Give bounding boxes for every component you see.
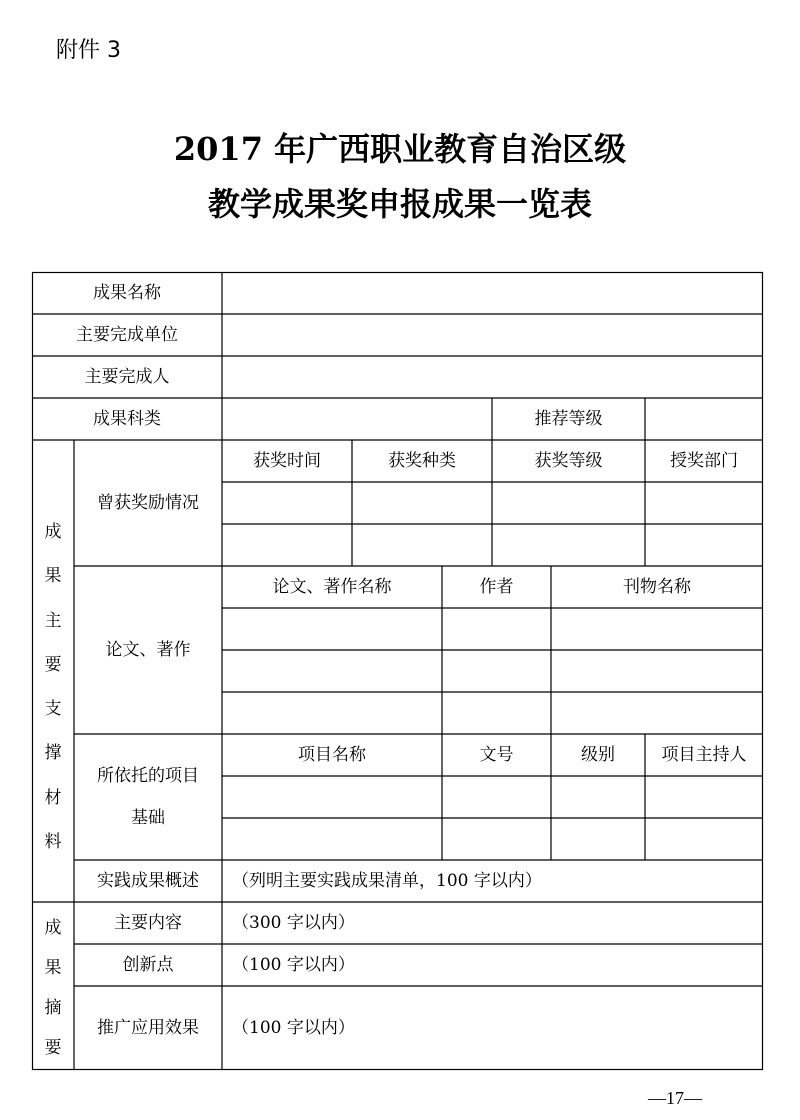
- section-char: 料: [44, 831, 62, 852]
- achievement-name-label: 成果名称: [93, 283, 161, 303]
- section-char: 主: [44, 610, 62, 631]
- papers-header-journal: 刊物名称: [623, 577, 691, 597]
- promotion-label: 推广应用效果: [97, 1018, 199, 1038]
- projects-label-line2: 基础: [131, 808, 165, 828]
- section-char: 摘: [44, 998, 62, 1018]
- section-char: 材: [44, 787, 62, 808]
- projects-label: [74, 734, 222, 860]
- papers-label: 论文、著作: [105, 640, 191, 660]
- section-char: 成: [44, 522, 62, 542]
- awards-header-level: 获奖等级: [534, 451, 603, 471]
- main-person-field[interactable]: [222, 356, 763, 398]
- main-person-label: 主要完成人: [84, 367, 170, 387]
- innovation-hint[interactable]: （100 字以内）: [232, 955, 355, 975]
- page-title-line1: 2017 年广西职业教育自治区级: [173, 130, 627, 168]
- recommend-level-field[interactable]: [645, 398, 763, 440]
- projects-header-doc-number: 文号: [479, 745, 514, 765]
- papers-header-author: 作者: [479, 577, 514, 597]
- achievement-name-field[interactable]: [222, 272, 763, 314]
- category-field[interactable]: [222, 398, 492, 440]
- awards-label: 曾获奖励情况: [97, 493, 199, 513]
- main-content-label: 主要内容: [114, 913, 182, 933]
- section-char: 成: [44, 918, 62, 938]
- category-label: 成果科类: [93, 409, 161, 429]
- awards-header-department: 授奖部门: [670, 451, 738, 471]
- summary-section-label: [32, 918, 74, 1058]
- promotion-hint[interactable]: （100 字以内）: [232, 1018, 355, 1038]
- main-unit-field[interactable]: [222, 314, 763, 356]
- section-char: 要: [44, 654, 62, 675]
- recommend-level-label: 推荐等级: [534, 409, 603, 429]
- innovation-label: 创新点: [122, 955, 174, 975]
- section-char: 要: [44, 1038, 62, 1058]
- practice-hint[interactable]: （列明主要实践成果清单，100 字以内）: [232, 871, 542, 891]
- support-materials-section-label: [32, 522, 74, 852]
- section-char: 支: [44, 699, 62, 720]
- projects-header-host: 项目主持人: [661, 745, 747, 765]
- projects-header-level: 级别: [581, 745, 615, 765]
- projects-header-name: 项目名称: [298, 745, 366, 765]
- section-char: 果: [44, 958, 62, 978]
- awards-header-type: 获奖种类: [388, 451, 456, 471]
- page-number: —17—: [648, 1088, 702, 1108]
- main-content-hint[interactable]: （300 字以内）: [232, 913, 355, 933]
- awards-header-time: 获奖时间: [253, 451, 321, 471]
- attachment-label: 附件 3: [56, 38, 121, 63]
- page-title-line2: 教学成果奖申报成果一览表: [207, 185, 592, 223]
- papers-header-title: 论文、著作名称: [272, 577, 392, 597]
- projects-label-line1: 所依托的项目: [97, 766, 199, 786]
- section-char: 果: [44, 566, 62, 587]
- practice-label: 实践成果概述: [97, 871, 199, 891]
- application-form-table: [32, 272, 763, 1070]
- main-unit-label: 主要完成单位: [76, 325, 178, 345]
- section-char: 撑: [44, 743, 62, 764]
